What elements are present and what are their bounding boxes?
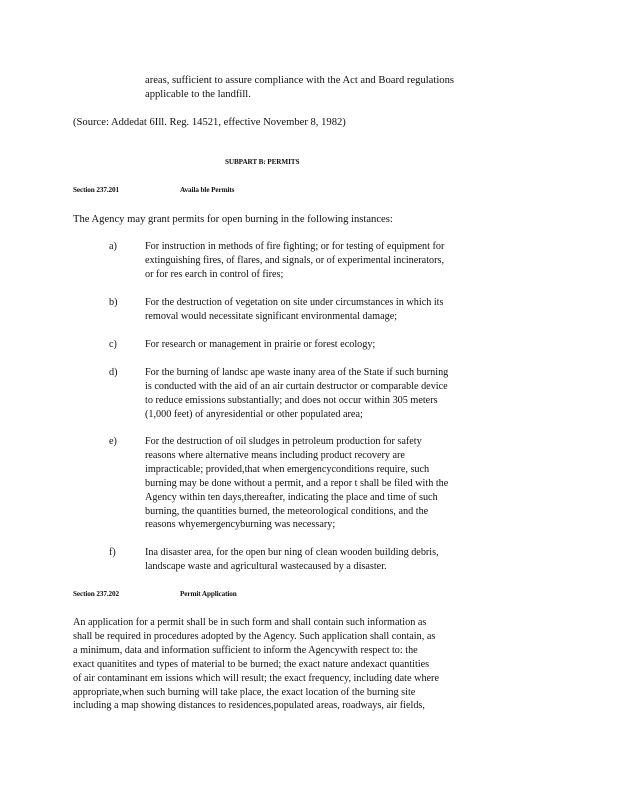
item-label: c) bbox=[109, 339, 117, 350]
item-text: For the destruction of vegetation on site under circumstances in which its removal would necessitate significant environmental damage; bbox=[145, 297, 444, 322]
item-label: b) bbox=[109, 297, 118, 308]
agency-intro: The Agency may grant permits for open burning in the following instances: bbox=[73, 214, 393, 225]
item-text: For research or management in prairie or forest ecology; bbox=[145, 339, 376, 350]
subpart-heading: SUBPART B: PERMITS bbox=[225, 158, 300, 166]
section-237-202-title: Permit Application bbox=[180, 590, 237, 598]
item-text: For the destruction of oil sludges in petroleum production for safety reasons where alternative means including product recovery are impracticable; provided,that when emergencyconditions require, such burning may be done without a permit, and a repor t shall be filed with the Agency within ten days,thereafter, indicating the place and time of such burning, the quantities burned, the meteorological conditions, and the reasons whyemergencyburning was necessary; bbox=[145, 436, 449, 531]
item-label: a) bbox=[109, 241, 117, 252]
application-paragraph: An application for a permit shall be in such form and shall contain such information as shall be required in procedures adopted by the Agency. Such application shall contain, as a minimum, data and information sufficient to inform the Agencywith respect to: the exact quanitites and types of material to be burned; the exact nature andexact quantities of air contaminant em issions which will result; the exact frequency, including date where appropriate,when such burning will take place, the exact location of the burning site including a map showing distances to residences,populated areas, roadways, air fields, bbox=[73, 617, 439, 712]
section-237-202-number: Section 237.202 bbox=[73, 590, 120, 598]
source-note: (Source: Addedat 6Ill. Reg. 14521, effective November 8, 1982) bbox=[73, 117, 346, 128]
item-text: For the burning of landsc ape waste inany area of the State if such burning is conducted with the aid of an air curtain destructor or comparable device to reduce emissions substantially; and does not occur within 305 meters (1,000 feet) of anyresidential or other populated area; bbox=[145, 367, 449, 420]
item-text: Ina disaster area, for the open bur ning of clean wooden building debris, landscape waste and agricultural wastecaused by a disaster. bbox=[145, 547, 439, 572]
intro-line-2: applicable to the landfill. bbox=[145, 89, 251, 100]
item-text: For instruction in methods of fire fighting; or for testing of equipment for extinguishing fires, of flares, and signals, or of experimental incinerators, or for res earch in control of fires; bbox=[145, 241, 445, 280]
item-label: d) bbox=[109, 367, 118, 378]
intro-line-1: areas, sufficient to assure compliance with the Act and Board regulations bbox=[145, 75, 454, 86]
section-237-201-title: Availa ble Permits bbox=[180, 186, 235, 194]
item-label: e) bbox=[109, 436, 117, 447]
section-237-201-number: Section 237.201 bbox=[73, 186, 120, 194]
item-label: f) bbox=[109, 547, 116, 558]
